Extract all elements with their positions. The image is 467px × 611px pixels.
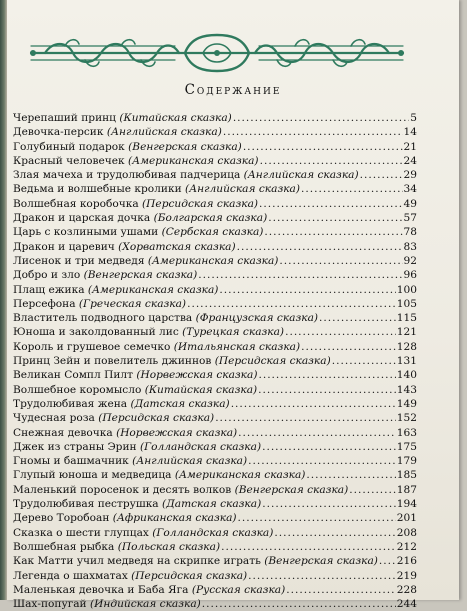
- toc-entry-origin: (Американская сказка): [147, 254, 279, 267]
- toc-entry: [13, 426, 417, 440]
- toc-entry-page-number: 21: [403, 140, 417, 153]
- dot-leader: [259, 197, 402, 211]
- toc-entry-origin: (Китайская сказка): [144, 383, 258, 396]
- toc-entry-name: Глупый юноша и медведица: [13, 469, 172, 482]
- toc-entry-name: Как Матти учил медведя на скрипке играть: [13, 555, 261, 568]
- toc-entry-title: [13, 297, 186, 311]
- toc-entry-page-number: 140: [396, 369, 417, 382]
- toc-entry-name: Властитель подводного царства: [13, 312, 193, 325]
- toc-entry-page-number: 92: [403, 254, 417, 267]
- toc-entry-page-number: 149: [396, 397, 417, 410]
- toc-entry: [13, 325, 417, 339]
- toc-entry: [13, 583, 417, 597]
- toc-entry-title: [13, 154, 259, 168]
- toc-entry-name: Добро и зло: [13, 269, 81, 282]
- toc-entry-origin: (Персидская сказка): [214, 355, 331, 368]
- toc-entry-title: [13, 569, 247, 583]
- toc-entry-title: [13, 468, 305, 482]
- toc-entry-name: Ведьма и волшебные кролики: [13, 183, 182, 196]
- toc-entry: [13, 511, 417, 525]
- toc-entry-name: Шах-попугай: [13, 598, 87, 611]
- toc-entry-title: [13, 454, 247, 468]
- decorative-ornament-icon: [25, 30, 409, 76]
- dot-leader: [262, 497, 396, 511]
- toc-entry-name: Юноша и заколдованный лис: [13, 326, 179, 339]
- toc-entry-page-number: 152: [396, 412, 417, 425]
- dot-leader: [238, 511, 396, 525]
- toc-entry-title: [13, 254, 278, 268]
- book-spine-edge: [0, 0, 7, 600]
- toc-entry-page-number: 143: [396, 383, 417, 396]
- toc-entry: [13, 197, 417, 211]
- dot-leader: [349, 483, 396, 497]
- toc-entry-page-number: 179: [396, 455, 417, 468]
- toc-entry-page-number: 185: [396, 469, 417, 482]
- toc-entry-page-number: 228: [396, 583, 417, 596]
- toc-entry-name: Злая мачеха и трудолюбивая падчерица: [13, 169, 241, 182]
- dot-leader: [332, 354, 396, 368]
- toc-entry: [13, 569, 417, 583]
- toc-entry-page-number: 244: [396, 598, 417, 611]
- toc-entry-origin: (Венгерская сказка): [128, 140, 242, 153]
- toc-entry-title: [13, 383, 257, 397]
- toc-entry: [13, 354, 417, 368]
- toc-entry-origin: (Французская сказка): [195, 312, 319, 325]
- toc-entry-title: [13, 583, 285, 597]
- toc-entry: [13, 540, 417, 554]
- toc-entry-name: Волшебное коромысло: [13, 383, 142, 396]
- toc-entry: [13, 597, 417, 611]
- toc-entry-page-number: 219: [396, 569, 417, 582]
- dot-leader: [301, 182, 403, 196]
- toc-entry-name: Маленький поросенок и десять волков: [13, 483, 232, 496]
- toc-entry-page-number: 201: [396, 512, 417, 525]
- toc-entry-page-number: 175: [396, 440, 417, 453]
- toc-entry: [13, 483, 417, 497]
- toc-entry-origin: (Датская сказка): [130, 397, 230, 410]
- toc-entry-name: Легенда о шахматах: [13, 569, 128, 582]
- toc-entry-title: [13, 197, 258, 211]
- toc-entry-name: Дракон и царская дочка: [13, 212, 151, 225]
- table-of-contents: [13, 111, 417, 611]
- toc-entry-page-number: 49: [403, 197, 417, 210]
- toc-entry: [13, 454, 417, 468]
- toc-entry-title: [13, 325, 284, 339]
- toc-entry-name: Волшебная рыбка: [13, 540, 115, 553]
- toc-entry-origin: (Венгерская сказка): [234, 483, 349, 496]
- toc-entry-origin: (Голландская сказка): [139, 440, 262, 453]
- dot-leader: [279, 254, 402, 268]
- toc-entry-name: Волшебная коробочка: [13, 197, 139, 210]
- dot-leader: [258, 368, 395, 382]
- toc-entry-origin: (Персидская сказка): [131, 569, 248, 582]
- toc-entry-origin: (Турецкая сказка): [182, 326, 285, 339]
- dot-leader: [274, 526, 395, 540]
- toc-entry-title: [13, 240, 236, 254]
- toc-entry-name: Маленькая девочка и Баба Яга: [13, 583, 189, 596]
- dot-leader: [264, 225, 402, 239]
- toc-entry-title: [13, 225, 263, 239]
- dot-leader: [233, 111, 409, 125]
- dot-leader: [360, 168, 403, 182]
- dot-leader: [268, 211, 402, 225]
- dot-leader: [223, 125, 403, 139]
- page-title: Содержание: [184, 82, 282, 98]
- toc-entry-page-number: 24: [403, 154, 417, 167]
- dot-leader: [248, 569, 396, 583]
- toc-entry: [13, 468, 417, 482]
- toc-entry-origin: (Болгарская сказка): [153, 212, 268, 225]
- toc-entry-page-number: 29: [403, 169, 417, 182]
- dot-leader: [238, 426, 396, 440]
- toc-entry-name: Персефона: [13, 297, 76, 310]
- toc-entry-origin: (Английская сказка): [132, 455, 248, 468]
- toc-entry-name: Снежная девочка: [13, 426, 113, 439]
- toc-entry-name: Трудолюбивая жена: [13, 397, 128, 410]
- dot-leader: [306, 468, 395, 482]
- toc-entry-page-number: 187: [396, 483, 417, 496]
- toc-entry-origin: (Английская сказка): [243, 169, 359, 182]
- toc-entry-title: [13, 168, 359, 182]
- toc-entry-title: [13, 411, 214, 425]
- toc-entry-page-number: 96: [403, 269, 417, 282]
- toc-entry: [13, 340, 417, 354]
- toc-entry-origin: (Норвежская сказка): [136, 369, 258, 382]
- toc-entry-origin: (Персидская сказка): [98, 412, 215, 425]
- toc-entry: [13, 168, 417, 182]
- toc-entry-name: Красный человечек: [13, 154, 125, 167]
- toc-entry-origin: (Венгерская сказка): [264, 555, 378, 568]
- toc-entry-origin: (Китайская сказка): [119, 112, 232, 124]
- dot-leader: [237, 240, 403, 254]
- toc-entry-title: [13, 340, 300, 354]
- dot-leader: [219, 283, 395, 297]
- toc-entry-origin: (Греческая сказка): [78, 297, 187, 310]
- toc-entry-name: Чудесная роза: [13, 412, 95, 425]
- toc-entry-title: [13, 111, 232, 125]
- toc-entry: [13, 368, 417, 382]
- toc-entry-page-number: 105: [396, 297, 417, 310]
- toc-entry-origin: (Персидская сказка): [142, 197, 259, 210]
- toc-entry: [13, 411, 417, 425]
- toc-entry-title: [13, 526, 273, 540]
- toc-entry-page-number: 115: [396, 312, 417, 325]
- toc-entry-title: [13, 426, 237, 440]
- toc-entry-title: [13, 540, 220, 554]
- toc-entry-origin: (Английская сказка): [185, 183, 300, 196]
- toc-entry-name: Черепаший принц: [13, 112, 116, 124]
- toc-entry-name: Девочка-персик: [13, 126, 104, 139]
- toc-entry: [13, 140, 417, 154]
- toc-entry: [13, 440, 417, 454]
- toc-entry-title: [13, 283, 218, 297]
- toc-entry-page-number: 128: [396, 340, 417, 353]
- toc-entry-name: Трудолюбивая пеструшка: [13, 498, 159, 511]
- toc-entry-origin: (Итальянская сказка): [173, 340, 301, 353]
- toc-entry-title: [13, 397, 230, 411]
- toc-entry-page-number: 212: [396, 540, 417, 553]
- toc-entry: [13, 311, 417, 325]
- toc-entry-origin: (Венгерская сказка): [83, 269, 198, 282]
- toc-entry: [13, 240, 417, 254]
- toc-entry: [13, 497, 417, 511]
- toc-entry-title: [13, 268, 197, 282]
- toc-entry-title: [13, 597, 201, 611]
- toc-entry-page-number: 14: [403, 126, 417, 139]
- toc-entry-name: Король и грушевое семечко: [13, 340, 171, 353]
- toc-entry-page-number: 208: [396, 526, 417, 539]
- toc-entry: [13, 297, 417, 311]
- dot-leader: [319, 311, 396, 325]
- toc-entry-title: [13, 354, 331, 368]
- toc-entry-origin: (Африканская сказка): [112, 512, 237, 525]
- toc-entry-page-number: 5: [410, 112, 417, 124]
- dot-leader: [262, 440, 396, 454]
- toc-entry: [13, 182, 417, 196]
- toc-entry-title: [13, 182, 300, 196]
- toc-entry-title: [13, 211, 267, 225]
- dot-leader: [243, 140, 403, 154]
- book-page: [7, 0, 459, 611]
- toc-entry-title: [13, 497, 261, 511]
- toc-entry-title: [13, 368, 257, 382]
- toc-entry-origin: (Датская сказка): [162, 498, 262, 511]
- toc-entry-title: [13, 511, 237, 525]
- dot-leader: [248, 454, 396, 468]
- toc-entry-name: Сказка о шести глупцах: [13, 526, 149, 539]
- toc-entry-page-number: 57: [403, 212, 417, 225]
- toc-entry-title: [13, 483, 348, 497]
- dot-leader: [221, 540, 396, 554]
- toc-entry-name: Дерево Торобоан: [13, 512, 110, 525]
- dot-leader: [202, 597, 396, 611]
- toc-entry-page-number: 83: [403, 240, 417, 253]
- toc-entry: [13, 125, 417, 139]
- toc-entry: [13, 225, 417, 239]
- dot-leader: [260, 154, 403, 168]
- toc-entry: [13, 397, 417, 411]
- toc-entry-title: [13, 311, 318, 325]
- toc-entry-origin: (Норвежская сказка): [116, 426, 238, 439]
- toc-entry-title: [13, 125, 222, 139]
- dot-leader: [286, 583, 396, 597]
- toc-entry-name: Джек из страны Эрин: [13, 440, 137, 453]
- toc-entry-name: Великан Сомпл Пилт: [13, 369, 133, 382]
- toc-entry-origin: (Американская сказка): [174, 469, 306, 482]
- toc-entry: [13, 268, 417, 282]
- toc-entry-name: Царь с козлиными ушами: [13, 226, 159, 239]
- dot-leader: [187, 297, 396, 311]
- dot-leader: [285, 325, 396, 339]
- toc-entry-page-number: 34: [403, 183, 417, 196]
- toc-entry-origin: (Русская сказка): [191, 583, 286, 596]
- toc-entry-page-number: 100: [396, 283, 417, 296]
- toc-entry-name: Гномы и башмачник: [13, 455, 129, 468]
- toc-entry-origin: (Польская сказка): [117, 540, 221, 553]
- toc-entry-page-number: 78: [403, 226, 417, 239]
- toc-entry-page-number: 216: [396, 555, 417, 568]
- toc-entry-origin: (Американская сказка): [128, 154, 259, 167]
- toc-entry: [13, 211, 417, 225]
- toc-entry-origin: (Индийская сказка): [90, 598, 201, 611]
- toc-entry: [13, 554, 417, 568]
- toc-entry-name: Лисенок и три медведя: [13, 254, 145, 267]
- toc-entry-page-number: 121: [396, 326, 417, 339]
- toc-entry: [13, 283, 417, 297]
- toc-entry-page-number: 163: [396, 426, 417, 439]
- toc-entry: [13, 154, 417, 168]
- toc-entry: [13, 254, 417, 268]
- dot-leader: [301, 340, 396, 354]
- toc-entry-origin: (Хорватская сказка): [118, 240, 236, 253]
- toc-entry-title: [13, 554, 378, 568]
- toc-entry-title: [13, 140, 242, 154]
- toc-entry-name: Дракон и царевич: [13, 240, 115, 253]
- dot-leader: [215, 411, 396, 425]
- toc-entry: [13, 383, 417, 397]
- toc-entry-title: [13, 440, 261, 454]
- toc-entry-name: Голубиный подарок: [13, 140, 125, 153]
- toc-entry: [13, 526, 417, 540]
- dot-leader: [198, 268, 402, 282]
- toc-entry-page-number: 131: [396, 355, 417, 368]
- dot-leader: [231, 397, 396, 411]
- toc-entry-origin: (Американская сказка): [87, 283, 219, 296]
- toc-entry-origin: (Сербская сказка): [161, 226, 264, 239]
- toc-entry: [13, 111, 417, 125]
- toc-entry-name: Принц Зейн и повелитель джиннов: [13, 355, 212, 368]
- dot-leader: [379, 554, 396, 568]
- toc-entry-origin: (Английская сказка): [106, 126, 222, 139]
- toc-entry-origin: (Голландская сказка): [152, 526, 274, 539]
- dot-leader: [258, 383, 396, 397]
- toc-entry-page-number: 194: [396, 498, 417, 511]
- toc-entry-name: Плащ ежика: [13, 283, 85, 296]
